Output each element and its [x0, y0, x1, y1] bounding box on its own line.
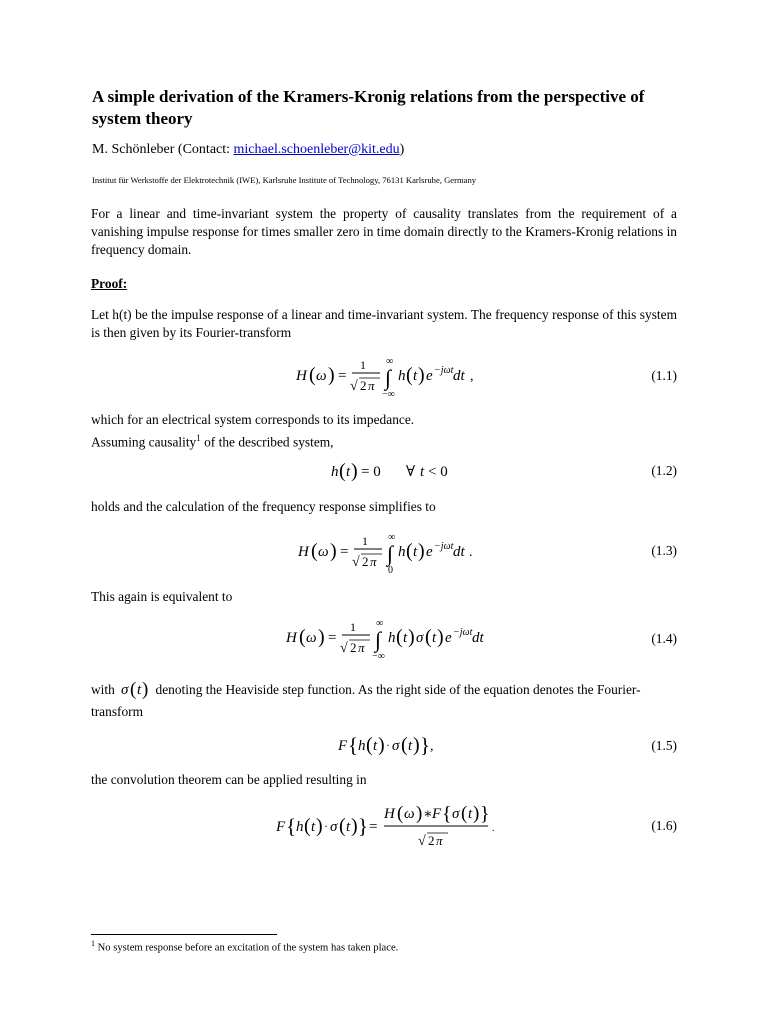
svg-text:e: e: [445, 630, 452, 646]
svg-text:): ): [316, 815, 323, 837]
svg-text:= 0: = 0: [361, 464, 381, 480]
svg-text:}: }: [420, 733, 431, 757]
svg-text:=: =: [328, 630, 337, 646]
svg-text:h: h: [398, 368, 406, 384]
svg-text:1: 1: [362, 534, 368, 548]
svg-text:t: t: [432, 630, 437, 646]
equation-1-2: [328, 456, 468, 486]
paper-title: A simple derivation of the Kramers-Kronig relations from the perspective of system theory: [92, 87, 645, 128]
equation-number-1-4: (1.4): [651, 631, 677, 646]
svg-text:ω: ω: [306, 630, 317, 646]
svg-text:(: (: [406, 364, 413, 386]
svg-text:): ): [418, 364, 425, 386]
svg-text:−jωt: −jωt: [434, 365, 454, 376]
svg-text:σ: σ: [330, 819, 338, 835]
svg-text:F: F: [276, 819, 286, 835]
svg-text:(: (: [396, 626, 403, 648]
svg-text:(: (: [311, 540, 318, 562]
svg-text:∫: ∫: [375, 627, 382, 652]
paragraph-equivalent: This again is equivalent to: [91, 589, 233, 604]
svg-text:h: h: [388, 630, 396, 646]
svg-text:2: 2: [362, 554, 369, 569]
svg-text:.: .: [469, 545, 473, 560]
svg-text:): ): [437, 626, 444, 648]
sigma-t-symbol: [118, 679, 152, 699]
svg-text:∞: ∞: [376, 618, 384, 629]
svg-text:π: π: [358, 640, 365, 655]
svg-text:2: 2: [360, 378, 367, 393]
svg-text:(: (: [304, 815, 311, 837]
svg-text:t: t: [413, 544, 418, 560]
svg-text:π: π: [436, 833, 443, 848]
svg-text:): ): [318, 626, 325, 648]
svg-text:(: (: [130, 679, 137, 699]
footnote-separator: [91, 934, 277, 935]
svg-text:): ): [330, 540, 337, 562]
svg-text:dt: dt: [453, 544, 465, 560]
svg-text:(: (: [339, 460, 346, 482]
svg-text:): ): [418, 540, 425, 562]
svg-text:,: ,: [430, 739, 434, 754]
svg-text:(: (: [425, 626, 432, 648]
equation-1-5: [336, 730, 446, 760]
svg-text:t: t: [403, 630, 408, 646]
svg-text:e: e: [426, 368, 433, 384]
svg-text:1: 1: [360, 358, 366, 372]
svg-text:∀: ∀: [406, 464, 416, 480]
svg-text:H: H: [298, 544, 309, 560]
paragraph-heaviside: [91, 679, 641, 699]
svg-text:∫: ∫: [387, 541, 394, 566]
svg-text:(: (: [309, 364, 316, 386]
footnote: [91, 939, 398, 954]
svg-text:t: t: [137, 682, 142, 698]
causality-text-end: of the described system,: [200, 434, 334, 450]
footnote-reference[interactable]: 1: [196, 433, 201, 443]
svg-text:t: t: [468, 806, 473, 822]
svg-text:H: H: [384, 806, 395, 822]
svg-text:): ): [351, 460, 358, 482]
proof-heading: Proof:: [91, 276, 128, 291]
svg-text:ω: ω: [318, 544, 329, 560]
paragraph-simplifies: holds and the calculation of the frequency response simplifies to: [91, 499, 436, 514]
paragraph-transform: transform: [91, 704, 144, 719]
svg-text:∫: ∫: [385, 365, 392, 390]
svg-text:t: t: [420, 464, 425, 480]
svg-text:h: h: [331, 464, 339, 480]
svg-text:·: ·: [386, 738, 390, 752]
svg-text:): ): [408, 626, 415, 648]
equation-number-1-1: (1.1): [651, 368, 677, 383]
svg-text:(: (: [339, 815, 346, 837]
svg-text:{: {: [348, 733, 359, 757]
svg-text:=: =: [338, 368, 347, 384]
svg-text:π: π: [368, 378, 375, 393]
svg-text:t: t: [373, 738, 378, 754]
svg-text:√: √: [350, 379, 358, 394]
svg-text:}: }: [358, 814, 369, 838]
svg-text:=: =: [340, 544, 349, 560]
svg-text:dt: dt: [472, 630, 484, 646]
heaviside-text: denoting the Heaviside step function. As the right side of the equation denotes the Fourier-: [155, 682, 641, 697]
svg-text:H: H: [296, 368, 307, 384]
svg-text:dt: dt: [453, 368, 465, 384]
svg-text:t: t: [408, 738, 413, 754]
svg-text:√: √: [352, 555, 360, 570]
svg-text:,: ,: [470, 369, 474, 384]
svg-text:): ): [328, 364, 335, 386]
author-name: M. Schönleber (Contact:: [92, 142, 234, 157]
svg-text:< 0: < 0: [428, 464, 448, 480]
svg-text:(: (: [401, 734, 408, 756]
svg-text:(: (: [299, 626, 306, 648]
svg-text:2: 2: [350, 640, 357, 655]
svg-text:h: h: [296, 819, 304, 835]
svg-text:t: t: [413, 368, 418, 384]
svg-text:√: √: [340, 641, 348, 656]
svg-text:): ): [416, 803, 423, 824]
svg-text:(: (: [461, 803, 468, 824]
svg-text:{: {: [442, 803, 452, 825]
equation-1-1: [290, 352, 490, 402]
svg-text:2: 2: [428, 833, 435, 848]
svg-text:1: 1: [350, 620, 356, 634]
svg-text:π: π: [370, 554, 377, 569]
svg-text:): ): [142, 679, 149, 699]
affiliation: Institut für Werkstoffe der Elektrotechnik (IWE), Karlsruhe Institute of Technology, 76131 Karlsruhe, Germany: [92, 175, 477, 185]
svg-text:−jωt: −jωt: [434, 541, 454, 552]
svg-text:e: e: [426, 544, 433, 560]
svg-text:): ): [351, 815, 358, 837]
svg-text:): ): [378, 734, 385, 756]
equation-1-6: [274, 800, 504, 852]
svg-text:(: (: [366, 734, 373, 756]
svg-text:t: t: [346, 819, 351, 835]
svg-text:{: {: [286, 814, 297, 838]
equation-number-1-3: (1.3): [651, 543, 677, 558]
svg-text:(: (: [397, 803, 404, 824]
svg-text:F: F: [338, 738, 348, 754]
equation-number-1-5: (1.5): [651, 738, 677, 753]
author-line: [92, 142, 404, 158]
svg-text:−∞: −∞: [382, 389, 395, 400]
svg-text:σ: σ: [392, 738, 400, 754]
heaviside-text-with: with: [91, 682, 115, 697]
paragraph-convolution: the convolution theorem can be applied resulting in: [91, 772, 367, 787]
svg-text:σ: σ: [452, 806, 460, 822]
svg-text:∞: ∞: [388, 532, 396, 543]
author-close: ): [399, 142, 405, 157]
paragraph-impedance: which for an electrical system corresponds to its impedance.: [91, 412, 415, 427]
svg-text:−∞: −∞: [372, 651, 385, 662]
svg-text:=: =: [369, 819, 378, 835]
svg-text:): ): [473, 803, 480, 824]
svg-text:): ): [413, 734, 420, 756]
equation-1-4: [280, 614, 500, 664]
paragraph-causality: [91, 429, 334, 451]
equation-number-1-2: (1.2): [651, 463, 677, 478]
svg-text:√: √: [418, 834, 426, 849]
svg-text:ω: ω: [404, 806, 415, 822]
paragraph-impulse-response: Let h(t) be the impulse response of a linear and time-invariant system. The frequency response of this system is then given by its Fourier-transform: [91, 307, 677, 340]
abstract-paragraph: For a linear and time-invariant system the property of causality translates from the requirement of a vanishing impulse response for times smaller zero in time domain directly to the Kramers-Kronig relations in frequency domain.: [91, 206, 677, 257]
svg-text:t: t: [346, 464, 351, 480]
footnote-text: No system response before an excitation of the system has taken place.: [95, 942, 399, 954]
svg-text:h: h: [398, 544, 406, 560]
svg-text:∞: ∞: [386, 356, 394, 367]
causality-text: Assuming causality: [91, 434, 197, 450]
svg-text:h: h: [358, 738, 366, 754]
svg-text:F: F: [432, 806, 442, 822]
footnote-mark: 1: [91, 939, 95, 948]
svg-text:.: .: [492, 823, 495, 834]
svg-text:σ: σ: [416, 630, 424, 646]
svg-text:ω: ω: [316, 368, 327, 384]
equation-1-3: [292, 528, 482, 578]
svg-text:t: t: [311, 819, 316, 835]
svg-text:·: ·: [324, 819, 328, 833]
svg-text:−jωt: −jωt: [453, 627, 473, 638]
author-email-link[interactable]: michael.schoenleber@kit.edu: [233, 142, 400, 157]
svg-text:σ: σ: [121, 682, 129, 698]
svg-text:∗: ∗: [423, 807, 433, 822]
equation-number-1-6: (1.6): [651, 818, 677, 833]
svg-text:}: }: [480, 803, 490, 825]
svg-text:0: 0: [388, 565, 393, 576]
svg-text:H: H: [286, 630, 297, 646]
svg-text:(: (: [406, 540, 413, 562]
